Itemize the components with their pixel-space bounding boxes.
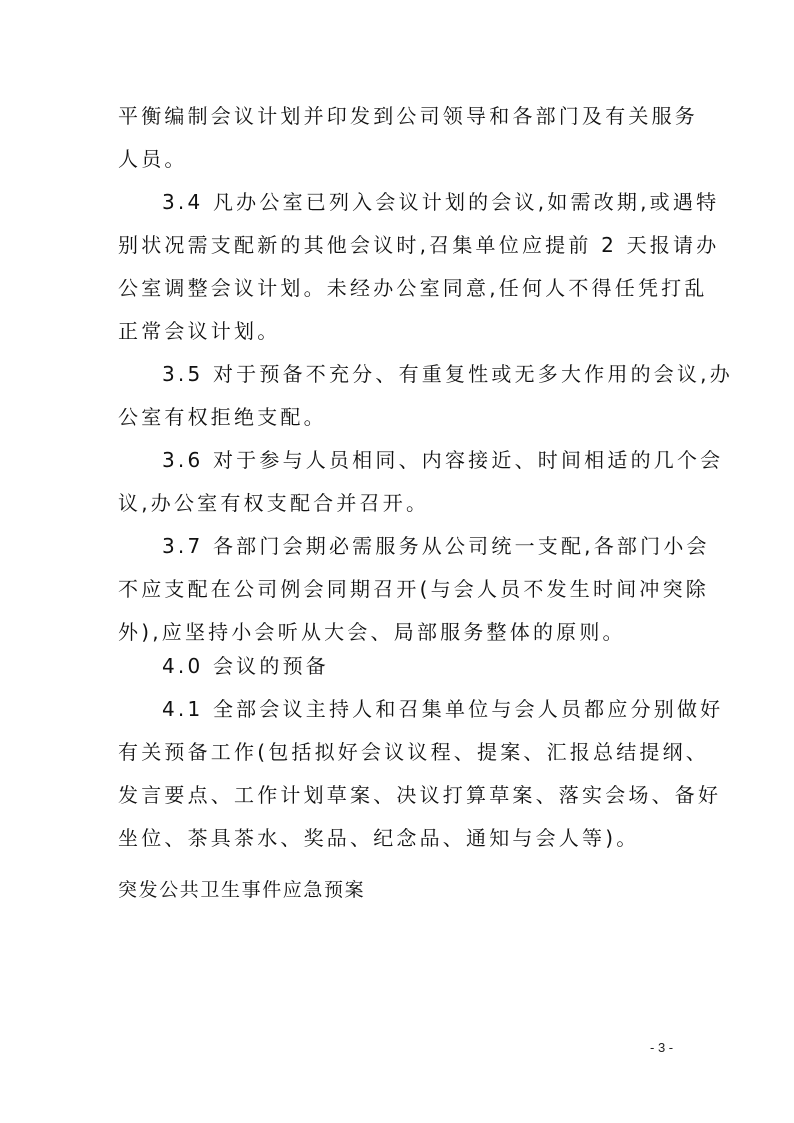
paragraph-line: 3.6 对于参与人员相同、内容接近、时间相适的几个会 (162, 448, 724, 472)
paragraph-line: 3.4 凡办公室已列入会议计划的会议,如需改期,或遇特 (162, 190, 720, 214)
paragraph-line: 4.1 全部会议主持人和召集单位与会人员都应分别做好 (162, 697, 724, 721)
paragraph-line: 3.5 对于预备不充分、有重复性或无多大作用的会议,办 (162, 362, 733, 386)
page-number: - 3 - (650, 1040, 674, 1055)
paragraph-line: 正常会议计划。 (118, 319, 281, 343)
paragraph-line: 平衡编制会议计划并印发到公司领导和各部门及有关服务 (118, 104, 698, 128)
paragraph-line: 发言要点、工作计划草案、决议打算草案、落实会场、备好 (118, 783, 722, 807)
paragraph-line: 不应支配在公司例会同期召开(与会人员不发生时间冲突除 (118, 577, 710, 601)
paragraph-line: 公室调整会议计划。未经办公室同意,任何人不得任凭打乱 (118, 276, 708, 300)
paragraph-line: 人员。 (118, 147, 188, 171)
paragraph-line: 议,办公室有权支配合并召开。 (118, 491, 430, 515)
document-title: 突发公共卫生事件应急预案 (118, 879, 366, 901)
paragraph-line: 3.7 各部门会期必需服务从公司统一支配,各部门小会 (162, 534, 710, 558)
paragraph-line: 坐位、茶具茶水、奖品、纪念品、通知与会人等)。 (118, 826, 640, 850)
paragraph-line: 别状况需支配新的其他会议时,召集单位应提前 2 天报请办 (118, 233, 720, 257)
paragraph-line: 公室有权拒绝支配。 (118, 405, 327, 429)
section-heading: 4.0 会议的预备 (162, 654, 329, 678)
paragraph-line: 外),应坚持小会听从大会、局部服务整体的原则。 (118, 620, 626, 644)
paragraph-line: 有关预备工作(包括拟好会议议程、提案、汇报总结提纲、 (118, 740, 710, 764)
